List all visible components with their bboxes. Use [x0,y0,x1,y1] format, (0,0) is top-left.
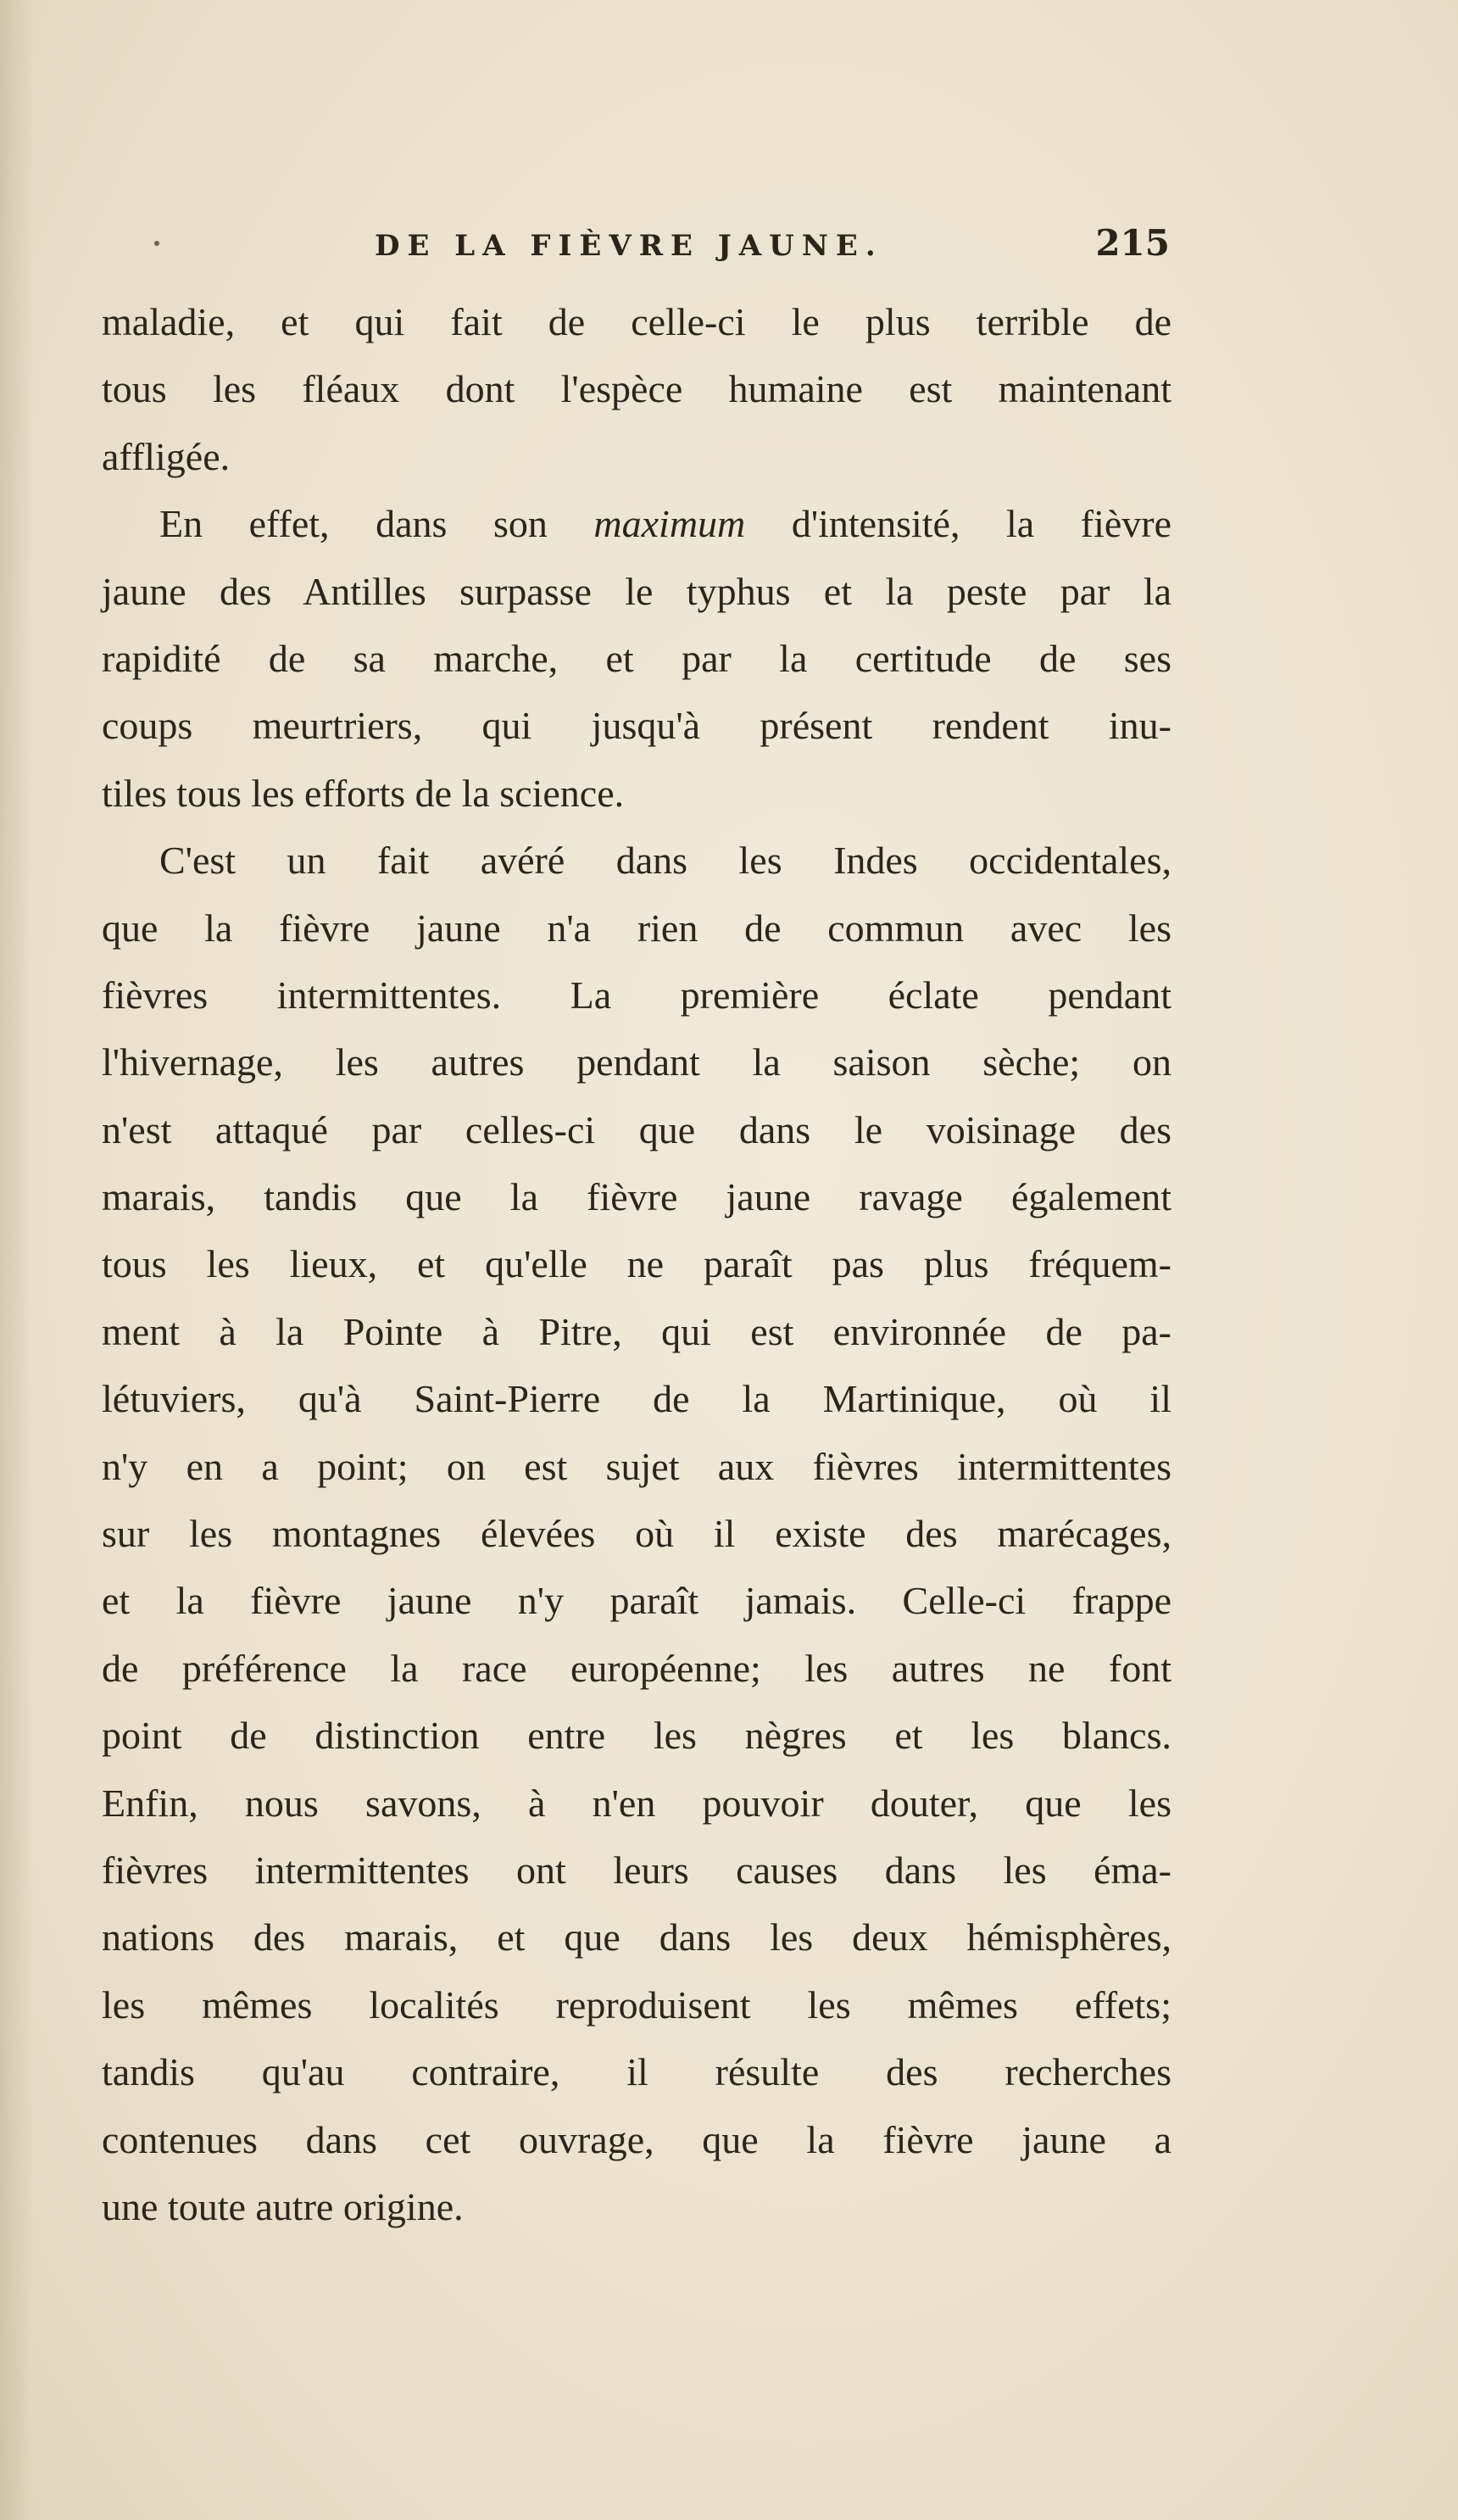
italic-term: maximum [593,502,746,546]
page-header [102,222,1170,273]
text-line: et la fièvre jaune n'y paraît jamais. Celle-ci frappe [102,1579,1171,1623]
text-line: marais, tandis que la fièvre jaune ravage également [102,1175,1171,1219]
text-line: C'est un fait avéré dans les Indes occidentales, [159,839,1171,883]
text-line: une toute autre origine. [102,2184,464,2228]
text-line: rapidité de sa marche, et par la certitude de ses [102,636,1171,680]
text-line: sur les montagnes élevées où il existe des marécages, [102,1512,1171,1556]
text-line: n'est attaqué par celles-ci que dans le voisinage des [102,1107,1171,1151]
text-line: que la fièvre jaune n'a rien de commun avec les [102,906,1171,950]
page-number: 215 [1095,222,1170,264]
text-line: létuviers, qu'à Saint-Pierre de la Martinique, où il [102,1377,1171,1421]
text-line: tiles tous les efforts de la science. [102,771,625,815]
text-line: affligée. [102,434,231,478]
text-line [102,490,1171,557]
text-segment: En effet, dans son [159,502,594,546]
text-line: nations des marais, et que dans les deux hémisphères, [102,1915,1171,1960]
text-line: fièvres intermittentes ont leurs causes dans les éma- [102,1848,1171,1892]
text-line: fièvres intermittentes. La première éclate pendant [102,973,1171,1017]
text-line: contenues dans cet ouvrage, que la fièvre jaune a [102,2117,1171,2161]
text-segment: d'intensité, la fièvre [745,502,1172,546]
text-line: tandis qu'au contraire, il résulte des recherches [102,2050,1171,2094]
text-line: de préférence la race européenne; les autres ne font [102,1646,1171,1690]
text-line: point de distinction entre les nègres et les blancs. [102,1714,1171,1758]
text-line: tous les fléaux dont l'espèce humaine est maintenant [102,367,1171,411]
running-title: DE LA FIÈVRE JAUNE. [375,229,883,263]
page-fold-shadow [0,0,34,2520]
body-text [102,288,1171,2240]
text-line: l'hivernage, les autres pendant la saison sèche; on [102,1040,1171,1084]
text-line: les mêmes localités reproduisent les mêmes effets; [102,1982,1171,2027]
text-line: coups meurtriers, qui jusqu'à présent rendent inu- [102,704,1171,748]
text-line: maladie, et qui fait de celle-ci le plus terrible de [102,300,1171,343]
text-line: n'y en a point; on est sujet aux fièvres intermittentes [102,1444,1171,1488]
text-line: jaune des Antilles surpasse le typhus et la peste par la [102,569,1171,613]
text-line: tous les lieux, et qu'elle ne paraît pas plus fréquem- [102,1242,1171,1286]
text-line: ment à la Pointe à Pitre, qui est environnée de pa- [102,1309,1171,1353]
text-line: Enfin, nous savons, à n'en pouvoir douter, que les [102,1781,1171,1825]
ink-speck [154,241,159,246]
